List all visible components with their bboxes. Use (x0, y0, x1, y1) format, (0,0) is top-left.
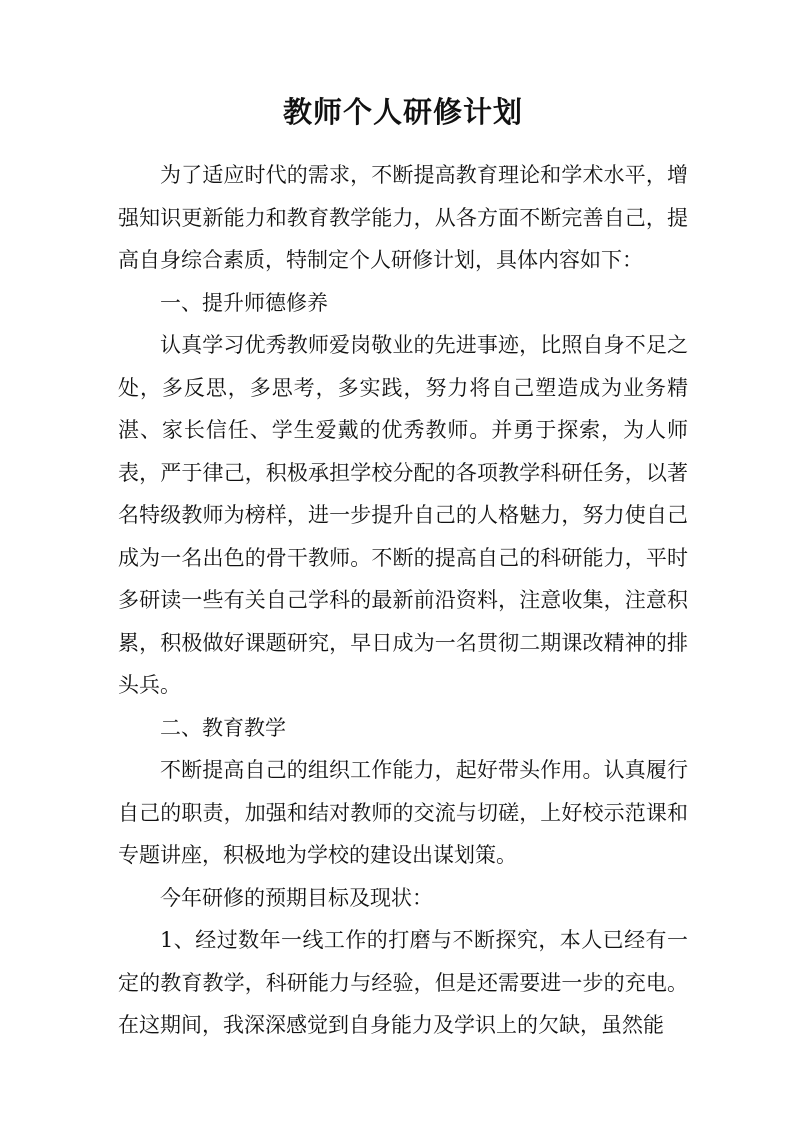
section-heading-teaching: 二、教育教学 (160, 715, 286, 740)
section-heading-ethics: 一、提升师德修养 (160, 290, 328, 315)
goal-item-1: 1、经过数年一线工作的打磨与不断探究，本人已经有一定的教育教学，科研能力与经验，但是还需要进一步的充电。在这期间，我深深感觉到自身能力及学识上的欠缺，虽然能 (118, 928, 688, 1037)
goals-heading: 今年研修的预期目标及现状： (160, 885, 433, 910)
document-page (118, 92, 688, 1047)
document-body (118, 154, 688, 1047)
ethics-paragraph: 认真学习优秀教师爱岗敬业的先进事迹，比照自身不足之处，多反思，多思考，多实践，努力将自己塑造成为业务精湛、家长信任、学生爱戴的优秀教师。并勇于探索，为人师表，严于律己，积极承担学校分配的各项教学科研任务，以著名特级教师为榜样，进一步提升自己的人格魅力，努力使自己成为一名出色的骨干教师。不断的提高自己的科研能力，平时多研读一些有关自己学科的最新前沿资料，注意收集，注意积累，积极做好课题研究，早日成为一名贯彻二期课改精神的排头兵。 (118, 333, 688, 697)
teaching-paragraph: 不断提高自己的组织工作能力，起好带头作用。认真履行自己的职责，加强和结对教师的交流与切磋，上好校示范课和专题讲座，积极地为学校的建设出谋划策。 (118, 758, 688, 867)
intro-paragraph: 为了适应时代的需求，不断提高教育理论和学术水平，增强知识更新能力和教育教学能力，从各方面不断完善自己，提高自身综合素质，特制定个人研修计划，具体内容如下： (118, 163, 688, 272)
document-title: 教师个人研修计划 (282, 95, 523, 129)
